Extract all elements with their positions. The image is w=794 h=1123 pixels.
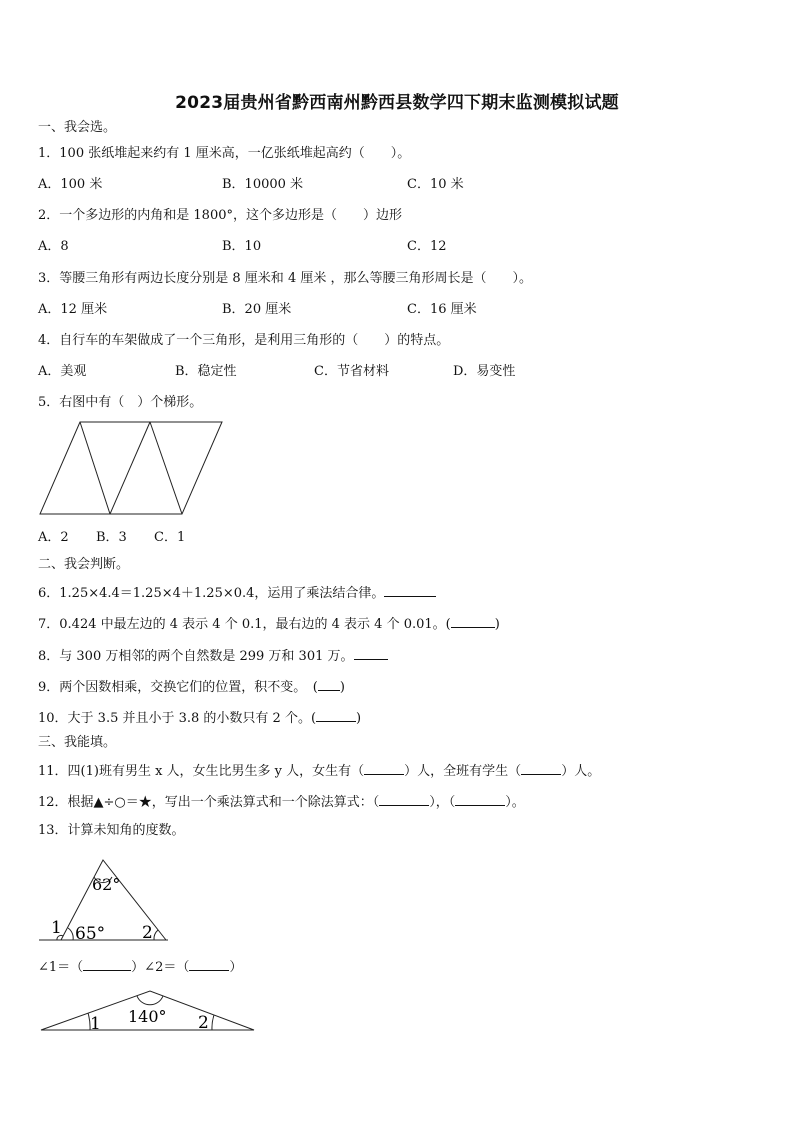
q1-option-a[interactable]: A．100 米	[38, 177, 103, 192]
question-5: 5．右图中有（ ）个梯形。	[38, 395, 203, 410]
angle-label-2: 2	[142, 923, 153, 943]
question-7	[38, 614, 500, 633]
answer-blank[interactable]	[451, 614, 495, 628]
angle-arc	[68, 928, 73, 940]
angle-label-top: 140°	[128, 1007, 167, 1026]
angle-label-1: 1	[51, 918, 62, 938]
question-10	[38, 708, 361, 727]
angle-label-base: 65°	[75, 924, 106, 944]
section-heading-judge: 二、我会判断。	[38, 557, 130, 572]
answer-text: ）	[229, 960, 243, 975]
q1-option-b[interactable]: B．10000 米	[222, 177, 304, 192]
answer-text: ∠1＝（	[38, 960, 84, 975]
angle-label-top: 62°	[92, 875, 121, 894]
diagonal-line	[80, 422, 110, 514]
q3-option-a[interactable]: A．12 厘米	[38, 302, 108, 317]
question-7-end: )	[494, 617, 500, 632]
question-7-text: 7．0.424 中最左边的 4 表示 4 个 0.1，最右边的 4 表示 4 个 0.01。(	[38, 617, 451, 632]
q2-option-c[interactable]: C．12	[407, 239, 447, 254]
q5-option-c[interactable]: C．1	[154, 530, 186, 545]
page-title: 2023届贵州省黔西南州黔西县数学四下期末监测模拟试题	[175, 93, 619, 113]
question-4: 4．自行车的车架做成了一个三角形，是利用三角形的（ ）的特点。	[38, 333, 450, 348]
answer-blank[interactable]	[521, 761, 561, 775]
question-8-text: 8．与 300 万相邻的两个自然数是 299 万和 301 万。	[38, 649, 354, 664]
question-11-text: ）人，全班有学生（	[404, 764, 522, 779]
question-2: 2．一个多边形的内角和是 1800°，这个多边形是（ ）边形	[38, 208, 402, 223]
question-13-answer	[38, 957, 242, 976]
question-11-text: ）人。	[561, 764, 601, 779]
question-12-text: 12．根据▲÷○＝★，写出一个乘法算式和一个除法算式：（	[38, 795, 380, 810]
trapezoid-figure	[36, 420, 226, 516]
question-11	[38, 761, 600, 780]
answer-blank[interactable]	[316, 708, 356, 722]
question-1: 1．100 张纸堆起来约有 1 厘米高，一亿张纸堆起高约（ ）。	[38, 146, 411, 161]
question-9-end: )	[339, 680, 345, 695]
question-8	[38, 646, 388, 665]
q2-option-a[interactable]: A．8	[38, 239, 69, 254]
angle-arc	[212, 1015, 214, 1030]
triangle-figure-2	[38, 988, 258, 1034]
question-9	[38, 677, 345, 696]
question-3: 3．等腰三角形有两边长度分别是 8 厘米和 4 厘米 ，那么等腰三角形周长是（ ）。	[38, 271, 532, 286]
diagonal-line	[150, 422, 182, 514]
q5-option-b[interactable]: B．3	[96, 530, 127, 545]
question-10-end: )	[356, 711, 362, 726]
answer-blank[interactable]	[354, 646, 388, 660]
q4-option-c[interactable]: C．节省材料	[314, 364, 389, 379]
parallelogram-outline	[40, 422, 222, 514]
answer-text: ）∠2＝（	[131, 960, 190, 975]
question-9-text: 9．两个因数相乘，交换它们的位置，积不变。 (	[38, 680, 318, 695]
triangle-figure-1	[36, 858, 176, 946]
question-12-text: ）。	[505, 795, 525, 810]
answer-blank[interactable]	[455, 792, 505, 806]
section-heading-choice: 一、我会选。	[38, 120, 117, 135]
question-6-text: 6．1.25×4.4＝1.25×4＋1.25×0.4，运用了乘法结合律。	[38, 586, 385, 601]
angle-2-blank[interactable]	[189, 957, 229, 971]
question-12	[38, 792, 525, 811]
q4-option-a[interactable]: A．美观	[38, 364, 87, 379]
angle-arc	[154, 930, 158, 940]
angle-arc	[137, 996, 163, 1005]
answer-blank[interactable]	[364, 761, 404, 775]
answer-blank[interactable]	[379, 792, 429, 806]
q3-option-c[interactable]: C．16 厘米	[407, 302, 477, 317]
question-12-text: ），（	[429, 795, 456, 810]
section-heading-fill: 三、我能填。	[38, 735, 117, 750]
q3-option-b[interactable]: B．20 厘米	[222, 302, 292, 317]
question-6	[38, 583, 436, 602]
q2-option-b[interactable]: B．10	[222, 239, 262, 254]
question-13: 13．计算未知角的度数。	[38, 823, 185, 838]
question-10-text: 10．大于 3.5 并且小于 3.8 的小数只有 2 个。(	[38, 711, 317, 726]
q1-option-c[interactable]: C．10 米	[407, 177, 464, 192]
answer-blank[interactable]	[318, 677, 340, 691]
angle-label-1: 1	[90, 1014, 101, 1034]
q4-option-b[interactable]: B．稳定性	[175, 364, 237, 379]
angle-1-blank[interactable]	[83, 957, 131, 971]
question-11-text: 11．四(1)班有男生 x 人，女生比男生多 y 人，女生有（	[38, 764, 365, 779]
answer-blank[interactable]	[384, 583, 436, 597]
q5-option-a[interactable]: A．2	[38, 530, 69, 545]
q4-option-d[interactable]: D．易变性	[453, 364, 516, 379]
diagonal-line	[110, 422, 150, 514]
angle-label-2: 2	[198, 1013, 209, 1033]
